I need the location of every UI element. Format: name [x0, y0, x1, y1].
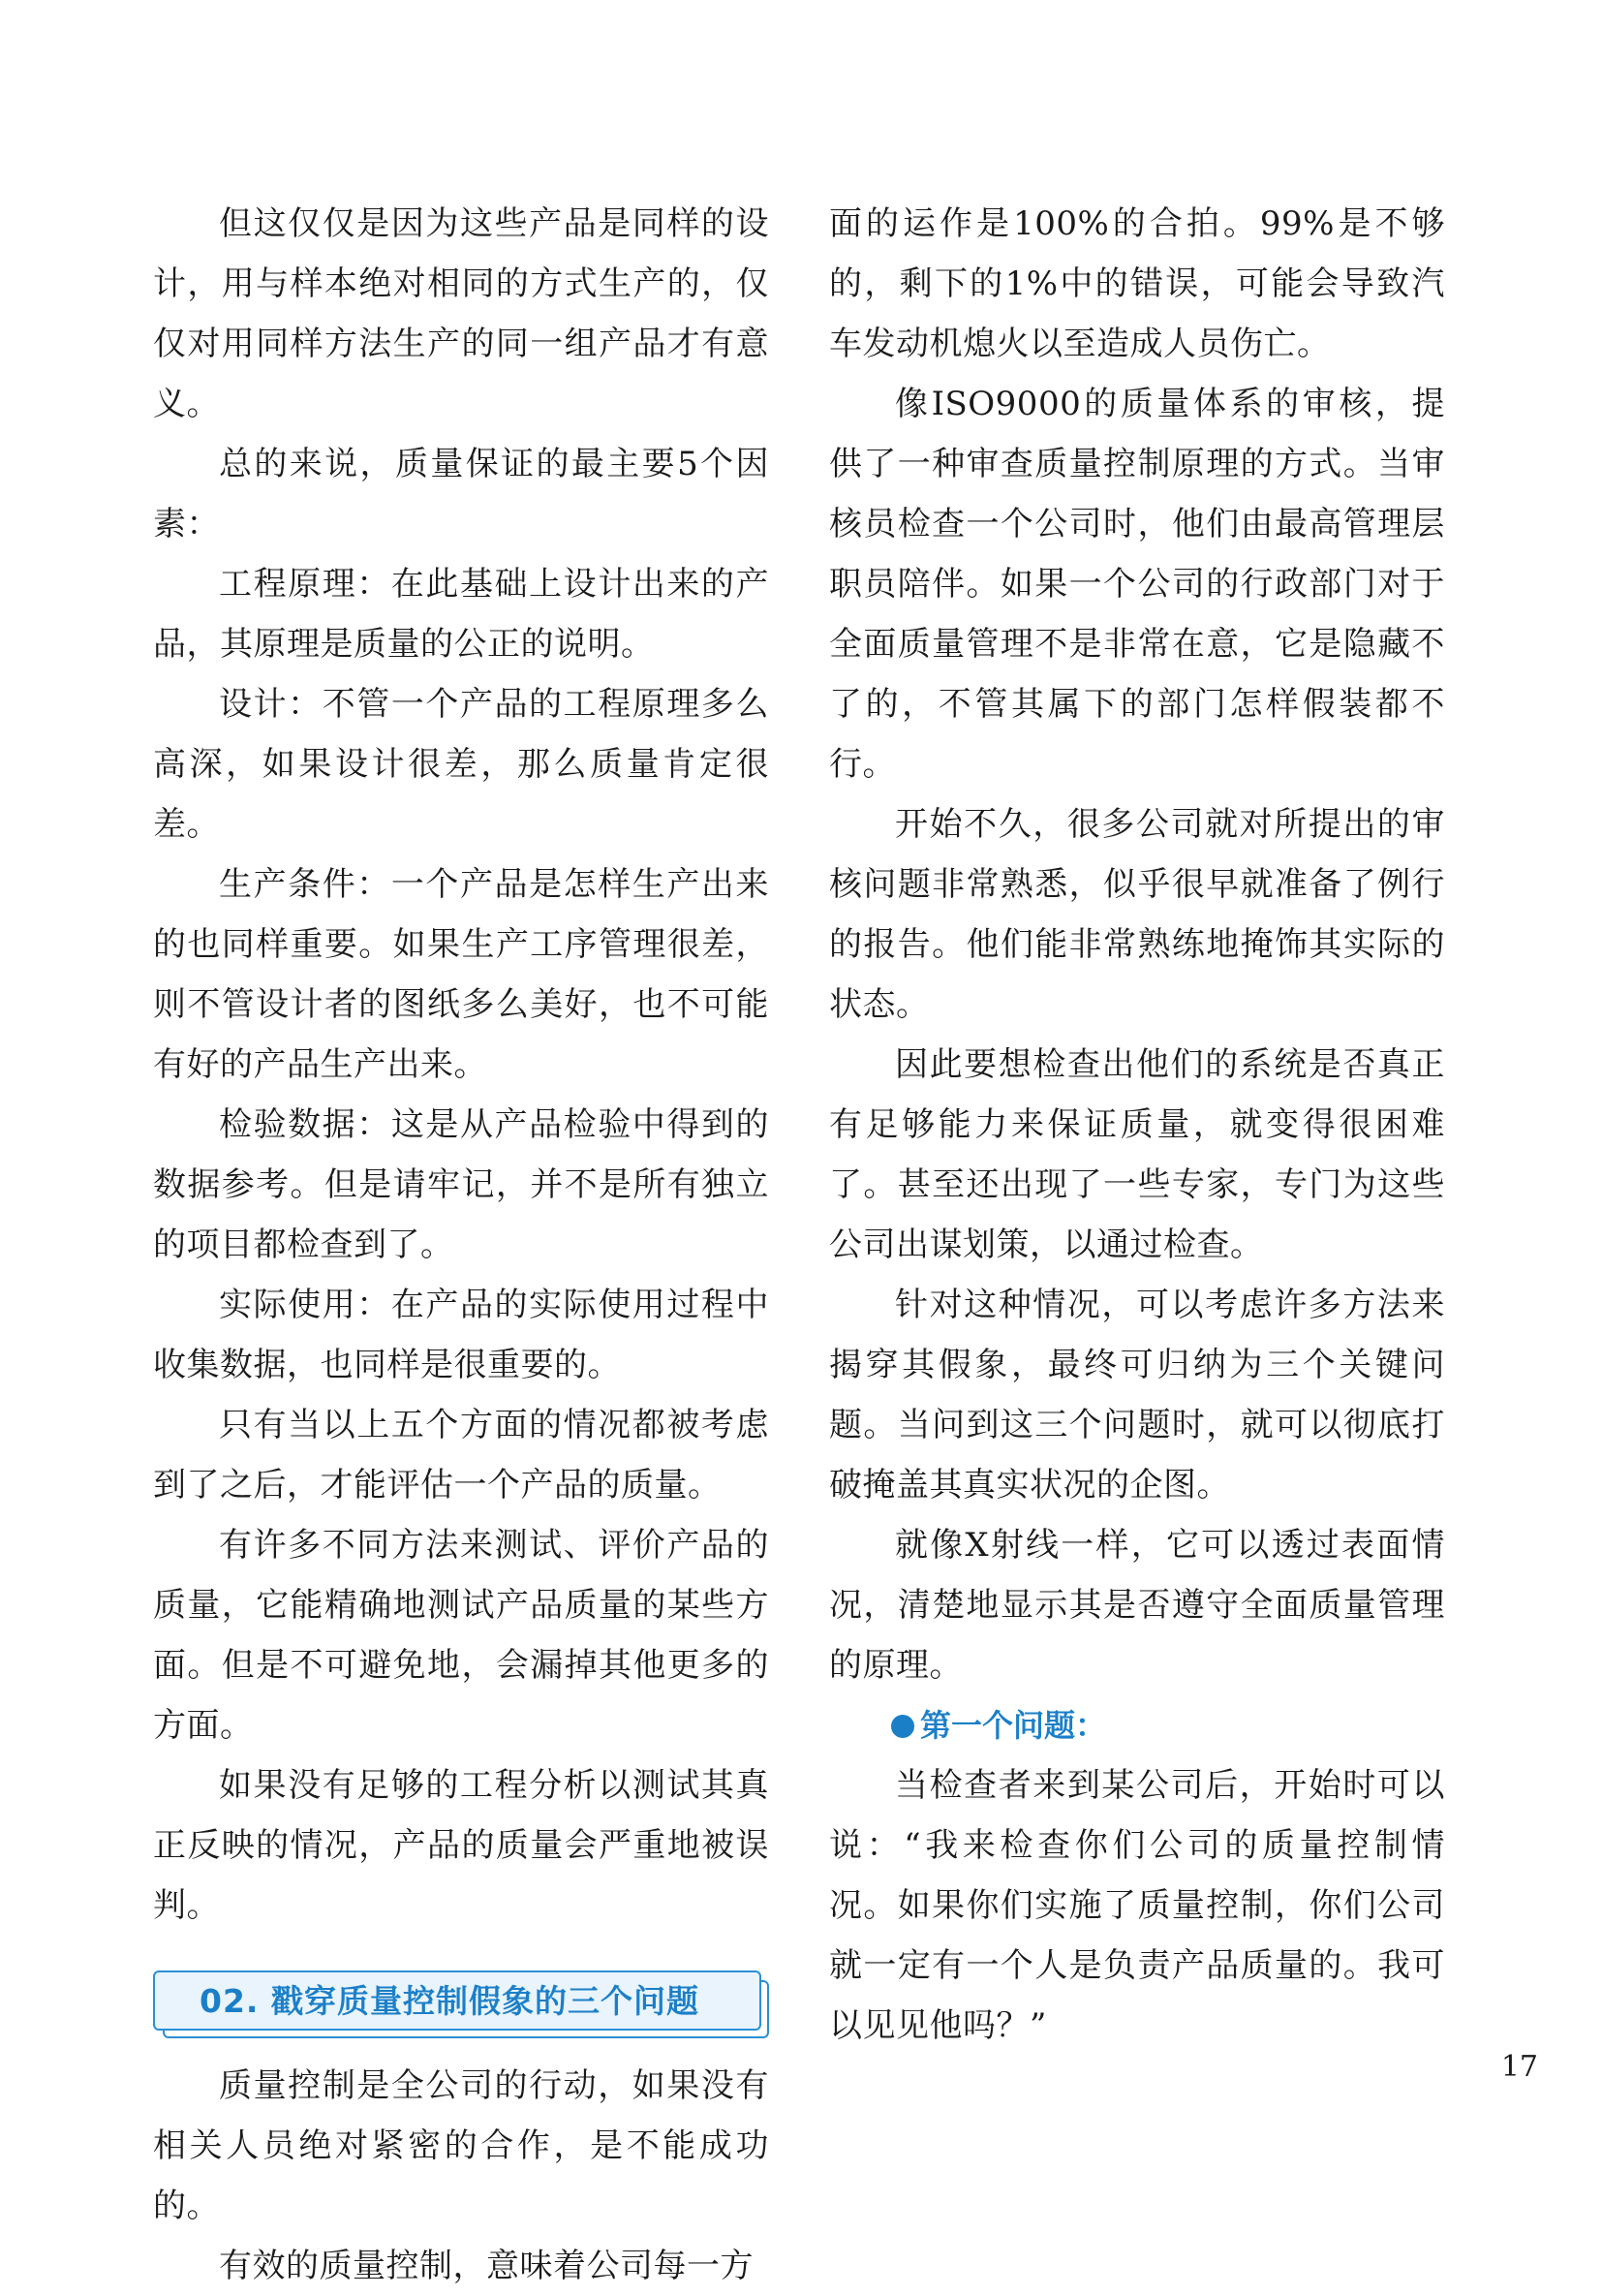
bullet-dot-icon [891, 1715, 914, 1738]
section-heading-box [153, 1970, 769, 2034]
body-paragraph: 但这仅仅是因为这些产品是同样的设计，用与样本绝对相同的方式生产的，仅仅对用同样方法生产的同一组产品才有意义。 [153, 204, 769, 423]
body-paragraph: 因此要想检查出他们的系统是否真正有足够能力来保证质量，就变得很困难了。甚至还出现了一些专家，专门为这些公司出谋划策，以通过检查。 [829, 1045, 1445, 1264]
question-title-text: 第一个问题： [920, 1707, 1107, 1744]
body-paragraph: 有效的质量控制，意味着公司每一方 [219, 2247, 754, 2285]
body-paragraph: 如果没有足够的工程分析以测试其真正反映的情况，产品的质量会严重地被误判。 [153, 1766, 769, 1925]
body-paragraph: 实际使用：在产品的实际使用过程中收集数据，也同样是很重要的。 [153, 1286, 769, 1384]
body-paragraph: 像ISO9000的质量体系的审核，提供了一种审查质量控制原理的方式。当审核员检查一个公司时，他们由最高管理层职员陪伴。如果一个公司的行政部门对于全面质量管理不是非常在意，它是隐藏不了的，不管其属下的部门怎样假装都不行。 [829, 385, 1445, 784]
section-heading: 02. 戳穿质量控制假象的三个问题 [200, 1982, 699, 2020]
body-paragraph: 当检查者来到某公司后，开始时可以说：“我来检查你们公司的质量控制情况。如果你们实施了质量控制，你们公司就一定有一个人是负责产品质量的。我可以见见他吗？” [829, 1766, 1445, 2045]
body-paragraph: 生产条件：一个产品是怎样生产出来的也同样重要。如果生产工序管理很差，则不管设计者的图纸多么美好，也不可能有好的产品生产出来。 [153, 865, 769, 1084]
left-column [153, 194, 769, 2296]
page-number: 17 [1500, 2050, 1538, 2084]
body-paragraph: 开始不久，很多公司就对所提出的审核问题非常熟悉，似乎很早就准备了例行的报告。他们能非常熟练地掩饰其实际的状态。 [829, 805, 1445, 1024]
body-paragraph: 检验数据：这是从产品检验中得到的数据参考。但是请牢记，并不是所有独立的项目都检查到了。 [153, 1105, 769, 1264]
question-heading [829, 1695, 1445, 1755]
right-column [829, 194, 1445, 2056]
body-paragraph: 就像X射线一样，它可以透过表面情况，清楚地显示其是否遵守全面质量管理的原理。 [829, 1526, 1445, 1685]
body-paragraph: 有许多不同方法来测试、评价产品的质量，它能精确地测试产品质量的某些方面。但是不可避免地，会漏掉其他更多的方面。 [153, 1526, 769, 1745]
body-paragraph: 针对这种情况，可以考虑许多方法来揭穿其假象，最终可归纳为三个关键问题。当问到这三个问题时，就可以彻底打破掩盖其真实状况的企图。 [829, 1286, 1445, 1505]
body-paragraph: 设计：不管一个产品的工程原理多么高深，如果设计很差，那么质量肯定很差。 [153, 685, 769, 844]
body-paragraph: 质量控制是全公司的行动，如果没有相关人员绝对紧密的合作，是不能成功的。 [153, 2066, 769, 2225]
body-paragraph: 工程原理：在此基础上设计出来的产品，其原理是质量的公正的说明。 [153, 565, 769, 664]
body-paragraph: 只有当以上五个方面的情况都被考虑到了之后，才能评估一个产品的质量。 [153, 1406, 769, 1505]
body-paragraph: 总的来说，质量保证的最主要5个因素： [153, 445, 769, 543]
body-paragraph-continued: 面的运作是100%的合拍。99%是不够的，剩下的1%中的错误，可能会导致汽车发动机熄火以至造成人员伤亡。 [829, 204, 1445, 363]
